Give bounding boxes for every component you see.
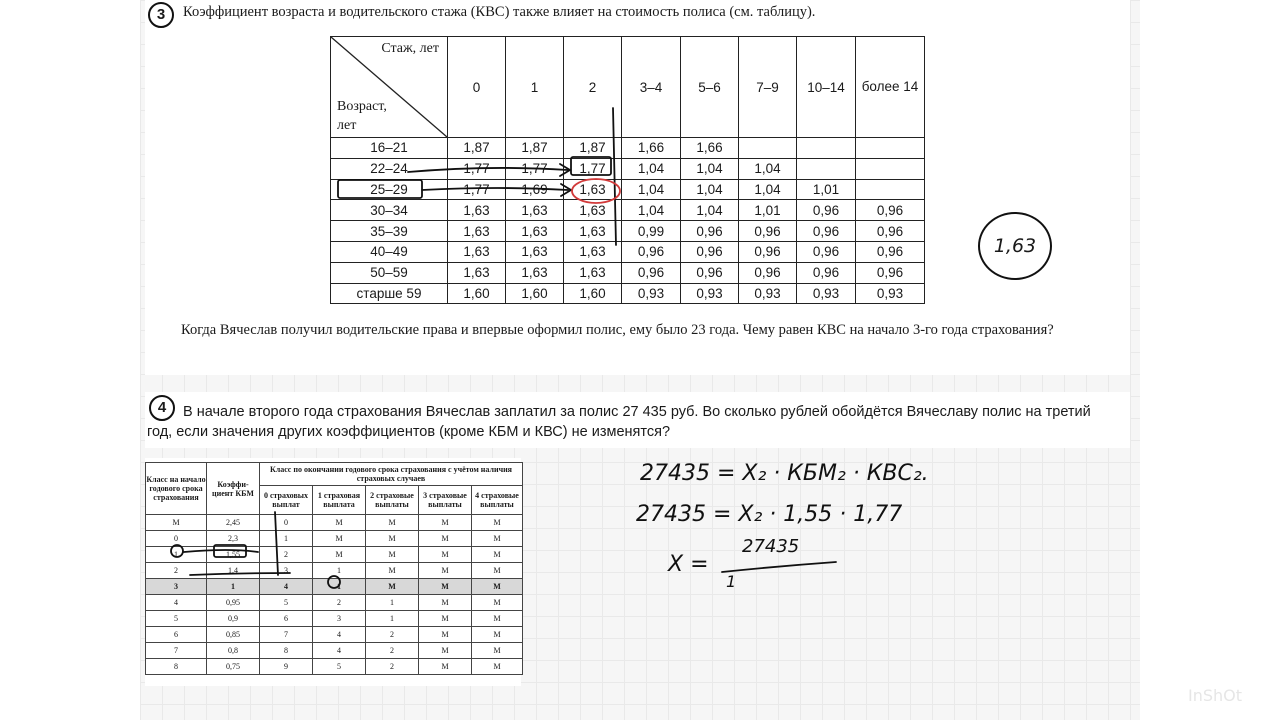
kbm-cell: М <box>146 515 207 531</box>
kvs-value-cell: 1,63 <box>448 200 506 221</box>
kbm-cell: 3 <box>146 579 207 595</box>
kbm-col-coef: Коэффи-циент КБМ <box>207 463 260 515</box>
kvs-value-cell: 0,96 <box>681 221 739 242</box>
kvs-value-cell: 1,01 <box>797 179 856 200</box>
kvs-col-header: 3–4 <box>622 37 681 138</box>
kbm-cell: 1 <box>207 579 260 595</box>
kbm-row <box>146 611 523 627</box>
kbm-subcol: 4 страховые выплаты <box>472 486 523 515</box>
kbm-cell: 1 <box>366 611 419 627</box>
kbm-cell: 2 <box>366 659 419 675</box>
kbm-cell: 1 <box>260 531 313 547</box>
kbm-cell: М <box>472 595 523 611</box>
kbm-cell: 8 <box>260 643 313 659</box>
kvs-value-cell: 1,77 <box>448 158 506 179</box>
kvs-value-cell: 1,87 <box>564 138 622 159</box>
header-age-label: Возраст, лет <box>337 99 387 133</box>
kbm-cell: М <box>313 547 366 563</box>
kvs-value-cell: 0,96 <box>797 221 856 242</box>
kvs-row <box>331 262 925 283</box>
kbm-cell: М <box>419 627 472 643</box>
kvs-value-cell: 1,63 <box>448 221 506 242</box>
kvs-value-cell: 0,96 <box>739 262 797 283</box>
kvs-value-cell: 0,96 <box>681 262 739 283</box>
kvs-value-cell: 1,04 <box>681 200 739 221</box>
task3-number-circle: 3 <box>148 2 174 28</box>
kbm-cell: М <box>419 515 472 531</box>
kvs-value-cell: 0,96 <box>856 221 925 242</box>
kbm-cell: М <box>472 515 523 531</box>
kbm-row <box>146 547 523 563</box>
kvs-value-cell: 1,66 <box>681 138 739 159</box>
kbm-cell: 2 <box>146 563 207 579</box>
kbm-cell: М <box>419 531 472 547</box>
kvs-value-cell: 0,96 <box>856 200 925 221</box>
kvs-col-header: 10–14 <box>797 37 856 138</box>
kvs-value-cell <box>856 179 925 200</box>
kvs-value-cell: 0,96 <box>622 262 681 283</box>
kbm-cell: 6 <box>260 611 313 627</box>
kvs-col-header: 1 <box>506 37 564 138</box>
kbm-cell: 5 <box>260 595 313 611</box>
kvs-row <box>331 138 925 159</box>
kvs-value-cell: 1,60 <box>564 283 622 304</box>
kvs-value-cell: 1,04 <box>681 179 739 200</box>
handwritten-denominator: 1 <box>726 572 737 591</box>
kvs-value-cell: 0,96 <box>622 241 681 262</box>
task4-number-circle: 4 <box>149 395 175 421</box>
kbm-cell: 7 <box>146 643 207 659</box>
kbm-cell: М <box>472 627 523 643</box>
kvs-row <box>331 200 925 221</box>
kvs-value-cell: 1,66 <box>622 138 681 159</box>
kbm-cell: М <box>472 643 523 659</box>
kbm-col-group: Класс по окончании годового срока страхования с учётом наличия страховых случаев <box>260 463 523 486</box>
kbm-cell: 2 <box>313 595 366 611</box>
kvs-value-cell: 1,04 <box>681 158 739 179</box>
kvs-col-header: 0 <box>448 37 506 138</box>
kbm-cell: М <box>472 531 523 547</box>
kvs-row <box>331 241 925 262</box>
kvs-col-header: 5–6 <box>681 37 739 138</box>
kbm-row <box>146 579 523 595</box>
task4-question: В начале второго года страхования Вячеслав заплатил за полис 27 435 руб. Во сколько рублей обойдётся Вячеславу полис на третий год, если значения других коэффициентов (кроме КБМ и КВС) не изменятся? <box>147 404 1091 440</box>
kvs-value-cell: 1,63 <box>506 221 564 242</box>
handwritten-formula: 27435 = X₂ · КБМ₂ · КВС₂. <box>640 461 929 486</box>
kvs-value-cell: 1,63 <box>448 262 506 283</box>
kvs-value-cell <box>856 158 925 179</box>
kvs-value-cell <box>739 138 797 159</box>
kvs-age-cell: 40–49 <box>331 241 448 262</box>
kbm-table <box>145 462 523 675</box>
kbm-cell: 4 <box>146 595 207 611</box>
kbm-col-class: Класс на начало годового срока страхования <box>146 463 207 515</box>
kbm-cell: 5 <box>313 659 366 675</box>
kbm-row <box>146 531 523 547</box>
kbm-cell: М <box>472 547 523 563</box>
kvs-value-cell: 1,63 <box>564 241 622 262</box>
kvs-value-cell: 1,63 <box>564 179 622 200</box>
kvs-value-cell: 0,96 <box>739 221 797 242</box>
kbm-cell: 7 <box>260 627 313 643</box>
kvs-value-cell: 1,63 <box>564 262 622 283</box>
kbm-cell: 1 <box>146 547 207 563</box>
kvs-value-cell: 0,96 <box>856 262 925 283</box>
kbm-cell: 8 <box>146 659 207 675</box>
kbm-cell: 1,4 <box>207 563 260 579</box>
kvs-value-cell <box>856 138 925 159</box>
kvs-value-cell: 1,63 <box>564 221 622 242</box>
kvs-value-cell: 0,99 <box>622 221 681 242</box>
kvs-value-cell: 1,63 <box>506 241 564 262</box>
kvs-value-cell: 0,96 <box>681 241 739 262</box>
handwritten-answer: 1,63 <box>978 212 1052 280</box>
kvs-value-cell: 1,63 <box>506 200 564 221</box>
kbm-cell: М <box>419 547 472 563</box>
kbm-cell: 2 <box>366 643 419 659</box>
kbm-cell: 1,55 <box>207 547 260 563</box>
kbm-cell: М <box>472 659 523 675</box>
kbm-cell: 1 <box>313 563 366 579</box>
kbm-row <box>146 659 523 675</box>
kvs-value-cell: 0,96 <box>797 262 856 283</box>
kvs-value-cell: 1,87 <box>448 138 506 159</box>
kbm-row <box>146 643 523 659</box>
kbm-cell: М <box>419 611 472 627</box>
kbm-cell: М <box>366 515 419 531</box>
kbm-subcol: 0 страховых выплат <box>260 486 313 515</box>
kvs-col-header: 7–9 <box>739 37 797 138</box>
task3-question: Когда Вячеслав получил водительские права и впервые оформил полис, ему было 23 года. Чему равен КВС на начало 3-го года страхования? <box>181 322 1054 338</box>
kvs-value-cell: 1,77 <box>506 158 564 179</box>
kvs-value-cell: 1,77 <box>564 158 622 179</box>
kbm-cell: М <box>419 643 472 659</box>
kvs-col-header: более 14 <box>856 37 925 138</box>
kbm-row <box>146 595 523 611</box>
kbm-cell: 5 <box>146 611 207 627</box>
kvs-age-cell: 50–59 <box>331 262 448 283</box>
kvs-age-cell: 30–34 <box>331 200 448 221</box>
kbm-cell: М <box>419 563 472 579</box>
kvs-value-cell: 0,96 <box>797 241 856 262</box>
kbm-subcol: 3 страховые выплаты <box>419 486 472 515</box>
kvs-value-cell: 1,04 <box>622 200 681 221</box>
kvs-value-cell: 0,96 <box>739 241 797 262</box>
kvs-value-cell: 0,93 <box>681 283 739 304</box>
kvs-value-cell: 1,60 <box>448 283 506 304</box>
kvs-value-cell: 0,93 <box>739 283 797 304</box>
kbm-cell: 0,95 <box>207 595 260 611</box>
kvs-row <box>331 158 925 179</box>
kbm-cell: 0,9 <box>207 611 260 627</box>
kbm-cell: М <box>472 579 523 595</box>
kvs-age-cell: 16–21 <box>331 138 448 159</box>
kbm-cell: 2 <box>366 627 419 643</box>
kbm-cell: 2 <box>260 547 313 563</box>
kbm-cell: 3 <box>313 611 366 627</box>
kbm-cell: М <box>472 611 523 627</box>
kvs-value-cell <box>797 158 856 179</box>
kbm-cell: М <box>419 579 472 595</box>
kvs-value-cell: 1,04 <box>622 158 681 179</box>
kvs-age-cell: старше 59 <box>331 283 448 304</box>
watermark: InShOt <box>1188 686 1243 705</box>
kvs-value-cell: 1,77 <box>448 179 506 200</box>
task3-title: Коэффициент возраста и водительского стажа (КВС) также влияет на стоимость полиса (см. таблицу). <box>183 4 816 20</box>
kbm-cell: 3 <box>260 563 313 579</box>
kvs-row <box>331 221 925 242</box>
kbm-cell: М <box>366 579 419 595</box>
kvs-value-cell: 1,60 <box>506 283 564 304</box>
kbm-row <box>146 627 523 643</box>
kbm-subcol: 2 страховые выплаты <box>366 486 419 515</box>
kbm-cell: 4 <box>313 627 366 643</box>
handwritten-x-equals: X = <box>668 552 709 577</box>
kbm-row <box>146 515 523 531</box>
kvs-header-row <box>331 37 925 138</box>
kbm-cell: 1 <box>366 595 419 611</box>
kbm-row <box>146 563 523 579</box>
kbm-header-row <box>146 463 523 486</box>
kbm-cell: 0,85 <box>207 627 260 643</box>
kbm-cell: 0 <box>260 515 313 531</box>
kbm-cell: 0,8 <box>207 643 260 659</box>
kbm-cell: 2,3 <box>207 531 260 547</box>
handwritten-numerator: 27435 <box>742 536 800 557</box>
kbm-cell: 1 <box>313 579 366 595</box>
kvs-value-cell: 1,87 <box>506 138 564 159</box>
kbm-cell: М <box>419 595 472 611</box>
kvs-value-cell: 0,93 <box>797 283 856 304</box>
kbm-cell: 4 <box>313 643 366 659</box>
kbm-cell: 0 <box>146 531 207 547</box>
kbm-cell: М <box>472 563 523 579</box>
kvs-age-cell: 22–24 <box>331 158 448 179</box>
kvs-value-cell: 1,04 <box>622 179 681 200</box>
kbm-cell: М <box>366 531 419 547</box>
kvs-table <box>330 36 925 304</box>
kvs-age-cell: 25–29 <box>331 179 448 200</box>
kbm-cell: 2,45 <box>207 515 260 531</box>
kbm-cell: М <box>313 515 366 531</box>
kbm-subcol: 1 страховая выплата <box>313 486 366 515</box>
kbm-cell: 0,75 <box>207 659 260 675</box>
kvs-value-cell: 0,96 <box>856 241 925 262</box>
kvs-value-cell: 0,93 <box>622 283 681 304</box>
kbm-cell: М <box>313 531 366 547</box>
handwritten-substitution: 27435 = X₂ · 1,55 · 1,77 <box>636 502 903 527</box>
kvs-value-cell: 1,69 <box>506 179 564 200</box>
kvs-row <box>331 283 925 304</box>
kvs-value-cell: 1,63 <box>564 200 622 221</box>
kvs-value-cell: 1,63 <box>448 241 506 262</box>
header-experience-label: Стаж, лет <box>381 41 439 56</box>
kvs-value-cell: 1,01 <box>739 200 797 221</box>
kbm-cell: 9 <box>260 659 313 675</box>
kvs-value-cell: 0,96 <box>797 200 856 221</box>
kvs-value-cell: 1,04 <box>739 179 797 200</box>
kbm-cell: М <box>366 563 419 579</box>
kvs-diagonal-header <box>331 37 448 138</box>
kvs-value-cell: 1,04 <box>739 158 797 179</box>
kvs-value-cell: 1,63 <box>506 262 564 283</box>
kvs-col-header: 2 <box>564 37 622 138</box>
kbm-cell: М <box>366 547 419 563</box>
kbm-cell: 6 <box>146 627 207 643</box>
kbm-cell: М <box>419 659 472 675</box>
kvs-value-cell: 0,93 <box>856 283 925 304</box>
kvs-age-cell: 35–39 <box>331 221 448 242</box>
kvs-value-cell <box>797 138 856 159</box>
kbm-cell: 4 <box>260 579 313 595</box>
kvs-row <box>331 179 925 200</box>
